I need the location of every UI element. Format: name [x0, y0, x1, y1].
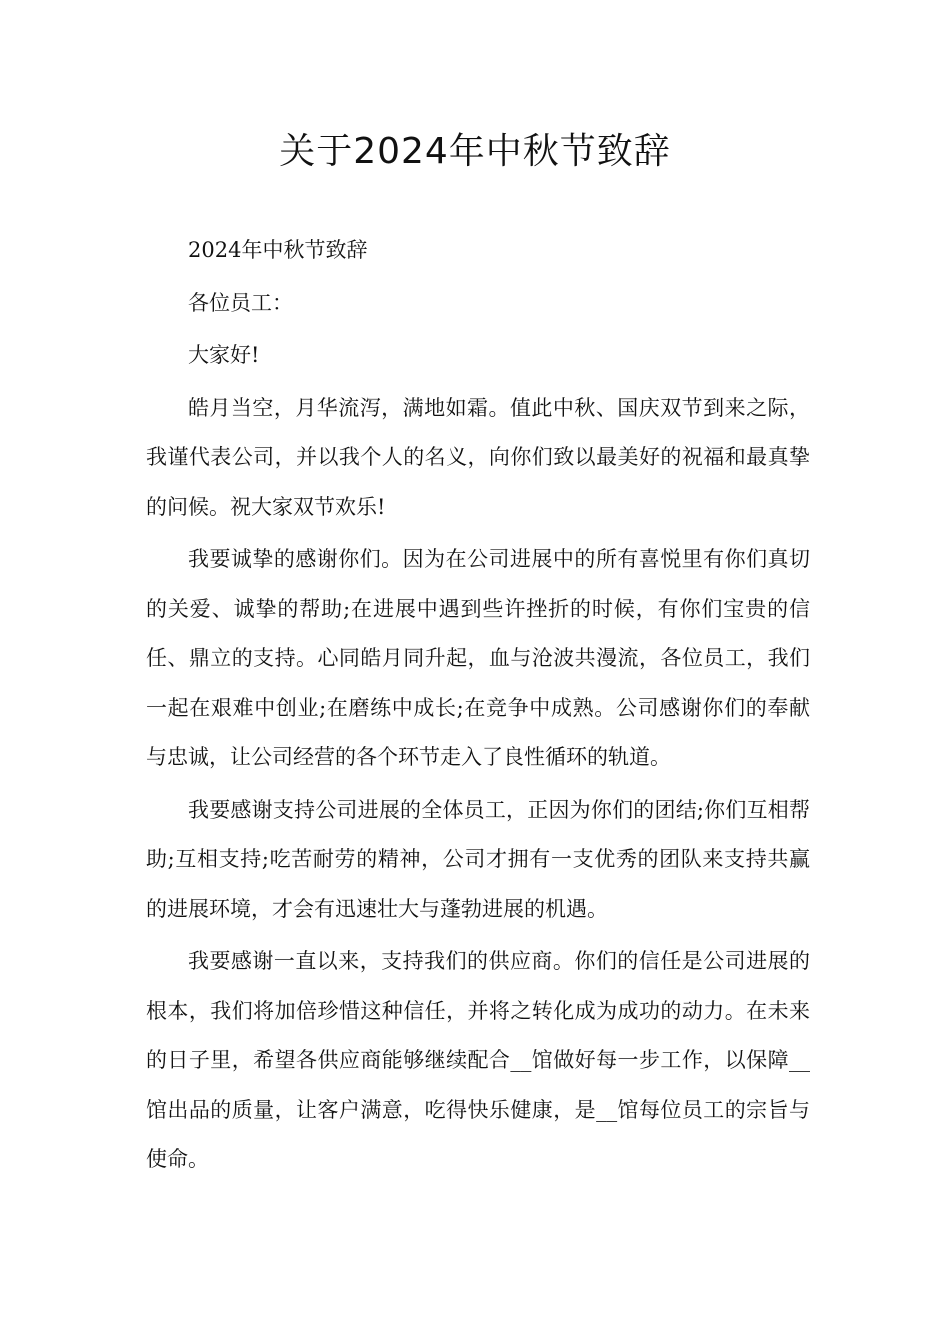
document-title: 关于2024年中秋节致辞 — [279, 131, 671, 172]
paragraph-salutation: 各位员工： — [188, 290, 293, 315]
paragraph-blessing: 皓月当空，月华流泻，满地如霜。值此中秋、国庆双节到来之际，我谨代表公司，并以我个人的名义，向你们致以最美好的祝福和最真挚的问候。祝大家双节欢乐! — [146, 395, 810, 519]
document-body — [146, 226, 810, 1188]
paragraph-greeting: 大家好! — [188, 343, 260, 367]
paragraph-heading: 2024年中秋节致辞 — [188, 238, 368, 262]
paragraph-thanks-staff: 我要诚挚的感谢你们。因为在公司进展中的所有喜悦里有你们真切的关爱、诚挚的帮助;在进展中遇到些许挫折的时候，有你们宝贵的信任、鼎立的支持。心同皓月同升起，血与沧波共漫流，各位员工，我们一起在艰难中创业;在磨练中成长;在竞争中成熟。公司感谢你们的奉献与忠诚，让公司经营的各个环节走入了良性循环的轨道。 — [146, 547, 810, 769]
paragraph-thanks-team: 我要感谢支持公司进展的全体员工，正因为你们的团结;你们互相帮助;互相支持;吃苦耐劳的精神，公司才拥有一支优秀的团队来支持共赢的进展环境，才会有迅速壮大与蓬勃进展的机遇。 — [146, 797, 810, 921]
paragraph-thanks-suppliers: 我要感谢一直以来，支持我们的供应商。你们的信任是公司进展的根本，我们将加倍珍惜这种信任，并将之转化成为成功的动力。在未来的日子里，希望各供应商能够继续配合__馆做好每一步工作，以保障__馆出品的质量，让客户满意，吃得快乐健康，是__馆每位员工的宗旨与使命。 — [146, 949, 810, 1171]
